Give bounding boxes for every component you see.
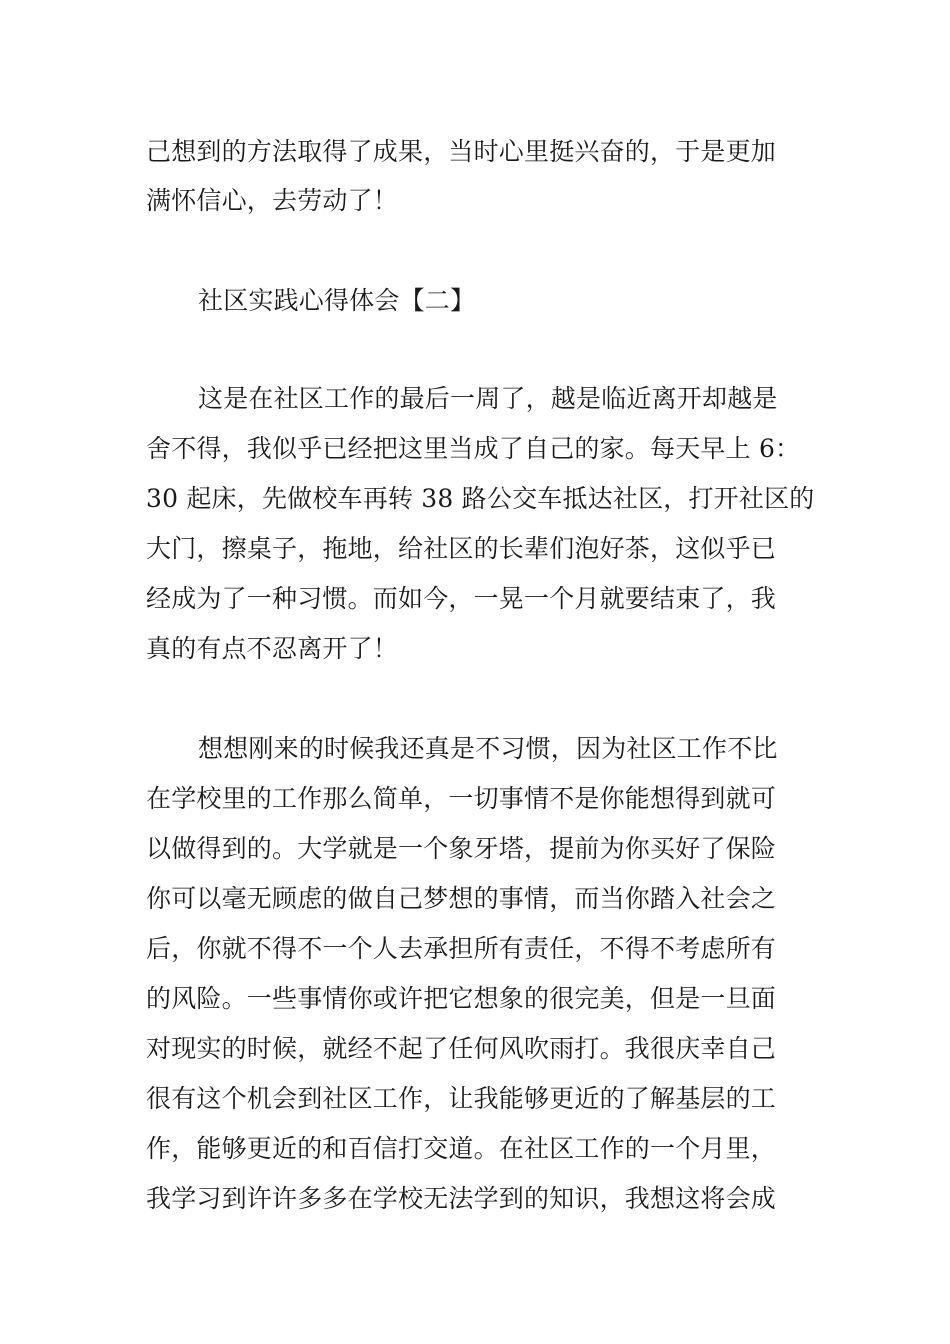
paragraph-2-line-6: 真的有点不忍离开了！ bbox=[146, 634, 399, 663]
paragraph-3-line-1: 想想刚来的时候我还真是不习惯，因为社区工作不比 bbox=[198, 734, 778, 763]
section-heading: 社区实践心得体会【二】 bbox=[198, 286, 476, 315]
paragraph-3-line-5: 后，你就不得不一个人去承担所有责任，不得不考虑所有 bbox=[146, 934, 777, 963]
paragraph-2-line-5: 经成为了一种习惯。而如今，一晃一个月就要结束了，我 bbox=[146, 584, 777, 613]
paragraph-2-line-1: 这是在社区工作的最后一周了，越是临近离开却越是 bbox=[198, 384, 778, 413]
paragraph-1-line-2: 满怀信心，去劳动了！ bbox=[146, 186, 399, 215]
paragraph-3-line-2: 在学校里的工作那么简单，一切事情不是你能想得到就可 bbox=[146, 784, 777, 813]
paragraph-2-line-2: 舍不得，我似乎已经把这里当成了自己的家。每天早上 6： bbox=[146, 434, 801, 463]
paragraph-3-line-7: 对现实的时候，就经不起了任何风吹雨打。我很庆幸自己 bbox=[146, 1034, 777, 1063]
paragraph-2-line-4: 大门，擦桌子，拖地，给社区的长辈们泡好茶，这似乎已 bbox=[146, 534, 777, 563]
paragraph-3-line-10: 我学习到许许多多在学校无法学到的知识，我想这将会成 bbox=[146, 1184, 777, 1213]
paragraph-2-line-3: 30 起床，先做校车再转 38 路公交车抵达社区，打开社区的 bbox=[146, 484, 815, 513]
paragraph-3-line-6: 的风险。一些事情你或许把它想象的很完美，但是一旦面 bbox=[146, 984, 777, 1013]
paragraph-3-line-3: 以做得到的。大学就是一个象牙塔，提前为你买好了保险 bbox=[146, 834, 777, 863]
paragraph-1-line-1: 己想到的方法取得了成果，当时心里挺兴奋的，于是更加 bbox=[146, 137, 777, 166]
paragraph-3-line-4: 你可以毫无顾虑的做自己梦想的事情，而当你踏入社会之 bbox=[146, 884, 777, 913]
paragraph-3-line-8: 很有这个机会到社区工作，让我能够更近的了解基层的工 bbox=[146, 1084, 777, 1113]
paragraph-3-line-9: 作，能够更近的和百信打交道。在社区工作的一个月里， bbox=[146, 1134, 777, 1163]
